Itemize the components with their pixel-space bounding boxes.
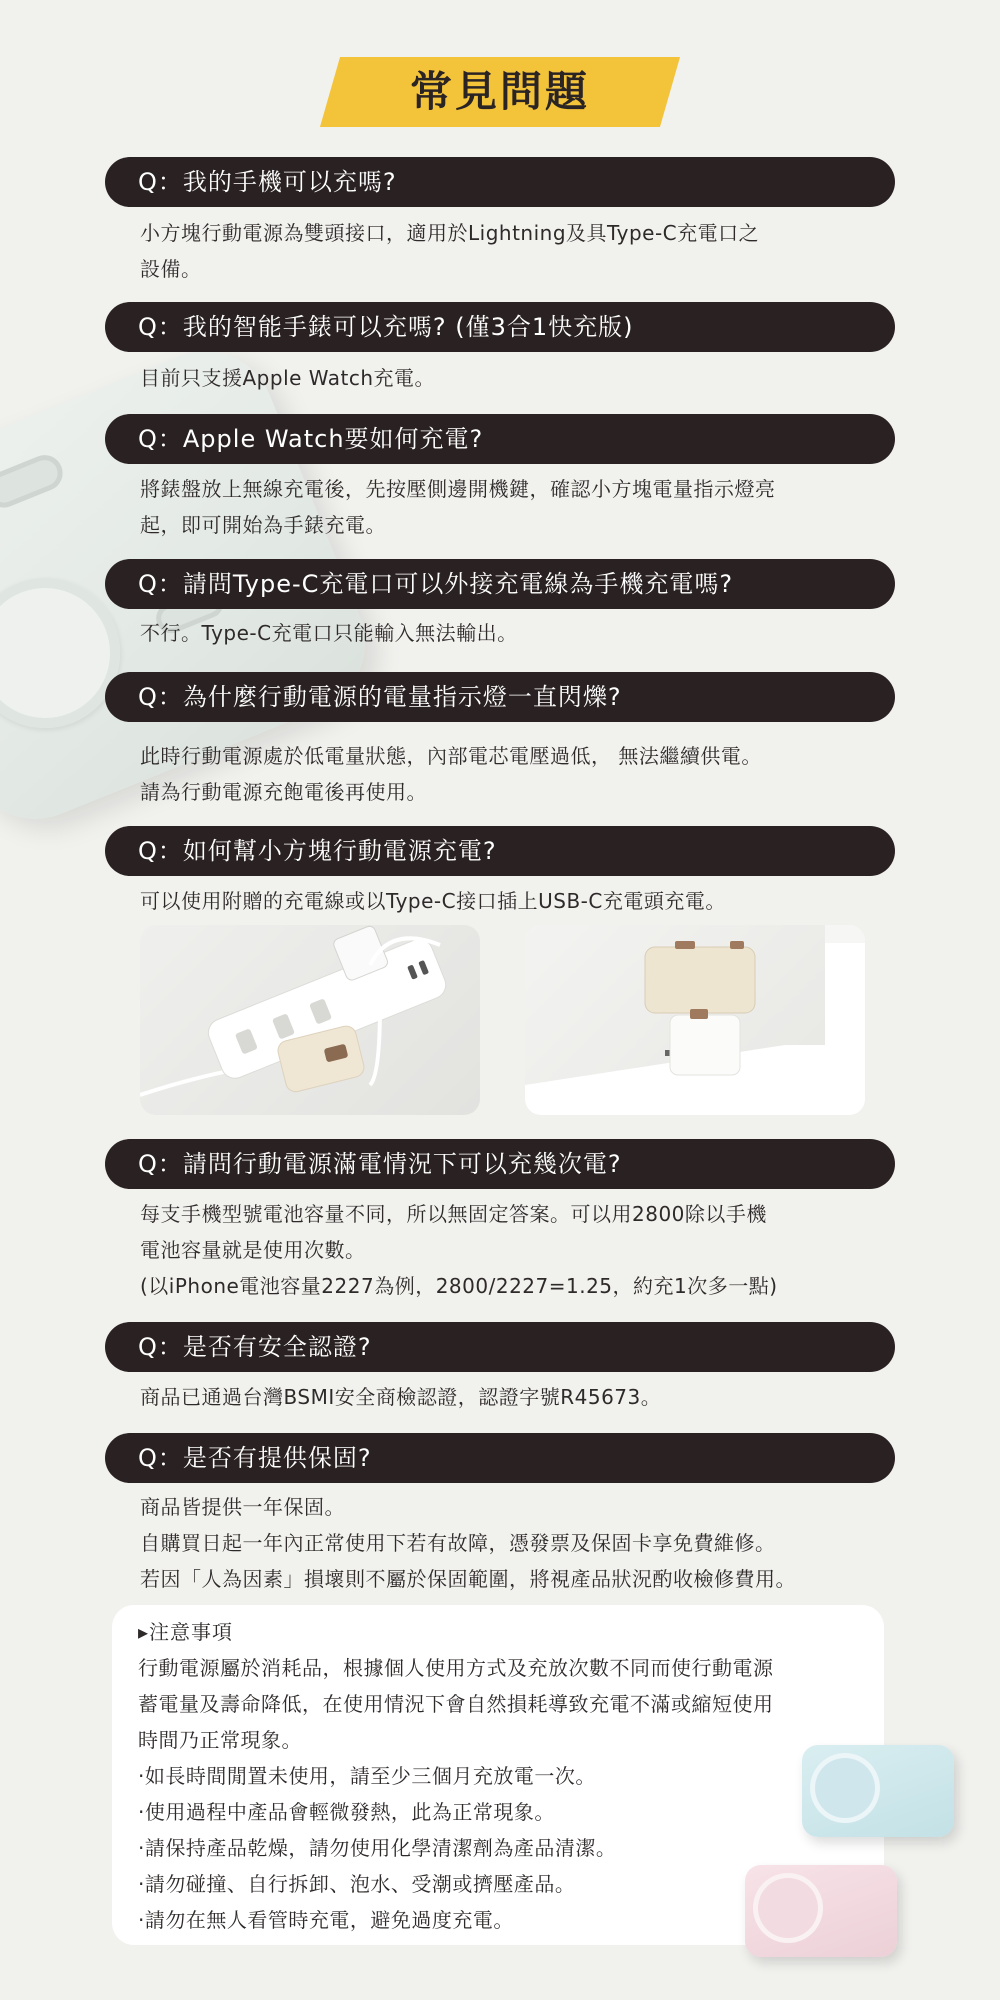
notice-line: 行動電源屬於消耗品，根據個人使用方式及充放次數不同而使行動電源: [138, 1656, 774, 1680]
faq-answer-5: [140, 738, 880, 810]
wireless-charger-ring: [753, 1873, 823, 1943]
answer-line: 每支手機型號電池容量不同，所以無固定答案。可以用2800除以手機: [140, 1202, 767, 1226]
faq-answer-6: [140, 883, 880, 919]
blue-power-bank-image: [802, 1745, 954, 1837]
notice-line: 時間乃正常現象。: [138, 1728, 302, 1752]
answer-line: 商品已通過台灣BSMI安全商檢認證，認證字號R45673。: [140, 1385, 662, 1409]
answer-line: 此時行動電源處於低電量狀態，內部電芯電壓過低， 無法繼續供電。: [140, 744, 762, 768]
answer-line: 可以使用附贈的充電線或以Type-C接口插上USB-C充電頭充電。: [140, 889, 726, 913]
faq-question-7: Q：請問行動電源滿電情況下可以充幾次電?: [105, 1139, 895, 1189]
answer-line: 商品皆提供一年保固。: [140, 1495, 345, 1519]
faq-answer-4: [140, 615, 880, 651]
faq-answer-1: [140, 215, 880, 287]
faq-answer-2: [140, 360, 880, 396]
answer-line: 自購買日起一年內正常使用下若有故障，憑發票及保固卡享免費維修。: [140, 1531, 776, 1555]
faq-question-2: Q：我的智能手錶可以充嗎? (僅3合1快充版): [105, 302, 895, 352]
power-strip-illustration: [140, 925, 480, 1115]
notice-line: ‧請保持產品乾燥，請勿使用化學清潔劑為產品清潔。: [138, 1836, 617, 1860]
faq-answer-8: [140, 1379, 880, 1415]
answer-line: 不行。Type-C充電口只能輸入無法輸出。: [140, 621, 518, 645]
faq-question-5: Q：為什麼行動電源的電量指示燈一直閃爍?: [105, 672, 895, 722]
answer-line: 小方塊行動電源為雙頭接口，適用於Lightning及具Type-C充電口之: [140, 221, 760, 245]
power-button: [0, 450, 68, 513]
faq-answer-9: [140, 1489, 880, 1597]
answer-line: 設備。: [140, 257, 202, 281]
faq-question-3: Q：Apple Watch要如何充電?: [105, 414, 895, 464]
answer-line: 電池容量就是使用次數。: [140, 1238, 366, 1262]
answer-line: 目前只支援Apple Watch充電。: [140, 366, 436, 390]
notice-line: ‧請勿碰撞、自行拆卸、泡水、受潮或擠壓產品。: [138, 1872, 576, 1896]
answer-line: (以iPhone電池容量2227為例，2800/2227=1.25，約充1次多一點): [140, 1274, 778, 1298]
faq-question-9: Q：是否有提供保固?: [105, 1433, 895, 1483]
answer-line: 將錶盤放上無線充電後，先按壓側邊開機鍵，確認小方塊電量指示燈亮: [140, 477, 776, 501]
charging-photo-power-strip: [140, 925, 480, 1115]
charging-photo-phone-stand: [525, 925, 865, 1115]
page-title: 常見問題: [409, 67, 590, 116]
notice-line: ‧請勿在無人看管時充電，避免過度充電。: [138, 1908, 514, 1932]
wireless-charger-ring: [810, 1753, 880, 1823]
notice-line: 蓄電量及壽命降低，在使用情況下會自然損耗導致充電不滿或縮短使用: [138, 1692, 774, 1716]
answer-line: 起，即可開始為手錶充電。: [140, 513, 386, 537]
faq-answer-3: [140, 471, 880, 543]
faq-question-1: Q：我的手機可以充嗎?: [105, 157, 895, 207]
notice-title: ▸注意事項: [138, 1620, 234, 1644]
answer-line: 請為行動電源充飽電後再使用。: [140, 780, 427, 804]
notice-line: ‧如長時間閒置未使用，請至少三個月充放電一次。: [138, 1764, 596, 1788]
phone-stand-illustration: [525, 925, 865, 1115]
faq-question-4: Q：請問Type-C充電口可以外接充電線為手機充電嗎?: [105, 559, 895, 609]
pink-power-bank-image: [745, 1865, 897, 1957]
notice-line: ‧使用過程中產品會輕微發熱，此為正常現象。: [138, 1800, 555, 1824]
faq-answer-7: [140, 1196, 880, 1304]
answer-line: 若因「人為因素」損壞則不屬於保固範圍，將視產品狀況酌收檢修費用。: [140, 1567, 796, 1591]
faq-question-8: Q：是否有安全認證?: [105, 1322, 895, 1372]
faq-question-6: Q：如何幫小方塊行動電源充電?: [105, 826, 895, 876]
